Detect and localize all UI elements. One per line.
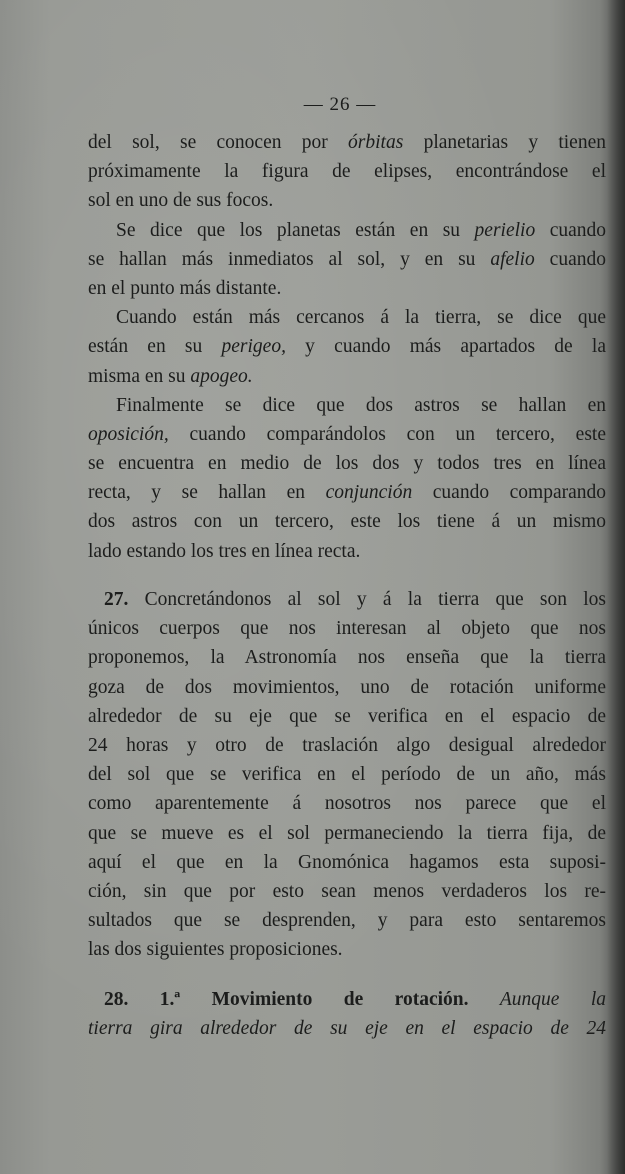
text-run: están en su [88,336,222,358]
page-edge-shadow [607,0,625,1174]
text-run [180,989,211,1010]
text-line [88,478,606,507]
text-line [88,985,606,1014]
text-line [88,420,606,449]
text-run: apogeo. [190,365,253,387]
text-block-section-27 [88,585,606,964]
text-run: planetarias y tienen [403,132,606,153]
text-run: únicos cuerpos que nos interesan al objeto que nos [88,618,606,640]
text-run: perigeo, [221,336,286,358]
text-run: aquí el que en la Gnomónica hagamos esta suposi- [88,851,606,873]
paragraph [88,303,606,391]
page-number: — 26 — [303,94,377,115]
paragraph [88,985,606,1043]
text-line [88,1014,606,1043]
text-line [88,274,606,303]
text-run: cuando comparándolos con un tercero, este [168,423,606,445]
text-run: oposición, [88,423,169,445]
text-run: que se mueve es el sol permaneciendo la tierra fija, de [88,822,606,844]
text-run: como aparentemente á nosotros nos parece que el [88,793,606,815]
text-run: 1.ª [159,989,181,1010]
text-line [88,673,606,702]
text-line [88,216,606,245]
text-line [88,935,606,964]
text-run: cuando [535,219,607,241]
text-run: 27. [104,589,129,610]
text-line [88,157,606,186]
text-line [88,303,606,332]
text-run: en el punto más distante. [88,277,282,299]
text-block-section-28 [88,985,606,1043]
text-line [88,128,606,157]
text-run: las dos siguientes proposiciones. [88,939,343,961]
text-line [88,643,606,672]
text-line [88,449,606,478]
paragraph [88,128,606,216]
text-run: 28. [104,989,129,1010]
text-line [88,702,606,731]
text-run: del sol que se verifica en el período de un año, más [88,764,606,786]
text-run: sol en uno de sus focos. [88,190,274,212]
text-line [88,362,606,391]
text-run: 24 horas y otro de traslación algo desigual alrededor [88,734,606,756]
text-run: misma en su [88,365,191,387]
text-run: cuando [534,248,606,270]
text-run: dos astros con un tercero, este los tiene á un mismo [88,511,606,533]
text-line [88,848,606,877]
text-line [88,186,606,215]
paragraph [88,391,606,566]
paragraph [88,585,606,964]
text-line [88,245,606,274]
text-line [88,760,606,789]
text-run: Movimiento de rotación. [211,989,469,1010]
text-line [88,906,606,935]
text-run: perielio [474,219,536,241]
text-run: cuando comparando [412,482,607,504]
text-run: sultados que se desprenden, y para esto sentaremos [88,910,606,932]
text-line [88,819,606,848]
text-run: ción, sin que por esto sean menos verdaderos los re- [88,880,606,902]
text-run: Concretándonos al sol y á la tierra que son los [128,589,606,610]
text-run: próximamente la figura de elipses, encontrándose el [88,161,606,183]
text-run: órbitas [348,132,404,153]
text-block-top [88,128,606,566]
text-run: recta, y se hallan en [88,482,326,504]
text-run: se encuentra en medio de los dos y todos tres en línea [88,453,606,475]
text-run: se hallan más inmediatos al sol, y en su [88,248,491,270]
text-run: proponemos, la Astronomía nos enseña que la tierra [88,647,606,669]
text-line [88,537,606,566]
text-run: Se dice que los planetas están en su [116,219,475,241]
text-line [88,614,606,643]
text-line [88,391,606,420]
text-line [88,877,606,906]
text-line [88,507,606,536]
text-line [88,585,606,614]
text-run: del sol, se conocen por [88,132,349,153]
text-run: Finalmente se dice que dos astros se hallan en [116,394,606,416]
text-run: goza de dos movimientos, uno de rotación uniforme [88,676,606,698]
text-line [88,789,606,818]
text-run: y cuando más apartados de la [285,336,606,358]
text-run [468,989,499,1010]
text-run: lado estando los tres en línea recta. [88,540,361,562]
text-run: tierra gira alrededor de su eje en el espacio de 24 [88,1018,606,1040]
text-run: afelio [490,248,535,270]
text-run [128,989,159,1010]
text-run: conjunción [325,482,413,504]
text-run: Cuando están más cercanos á la tierra, se dice que [116,307,606,329]
text-line [88,332,606,361]
text-run: Aunque la [499,989,606,1010]
paragraph [88,216,606,304]
text-run: alrededor de su eje que se verifica en el espacio de [88,705,606,727]
text-line [88,731,606,760]
